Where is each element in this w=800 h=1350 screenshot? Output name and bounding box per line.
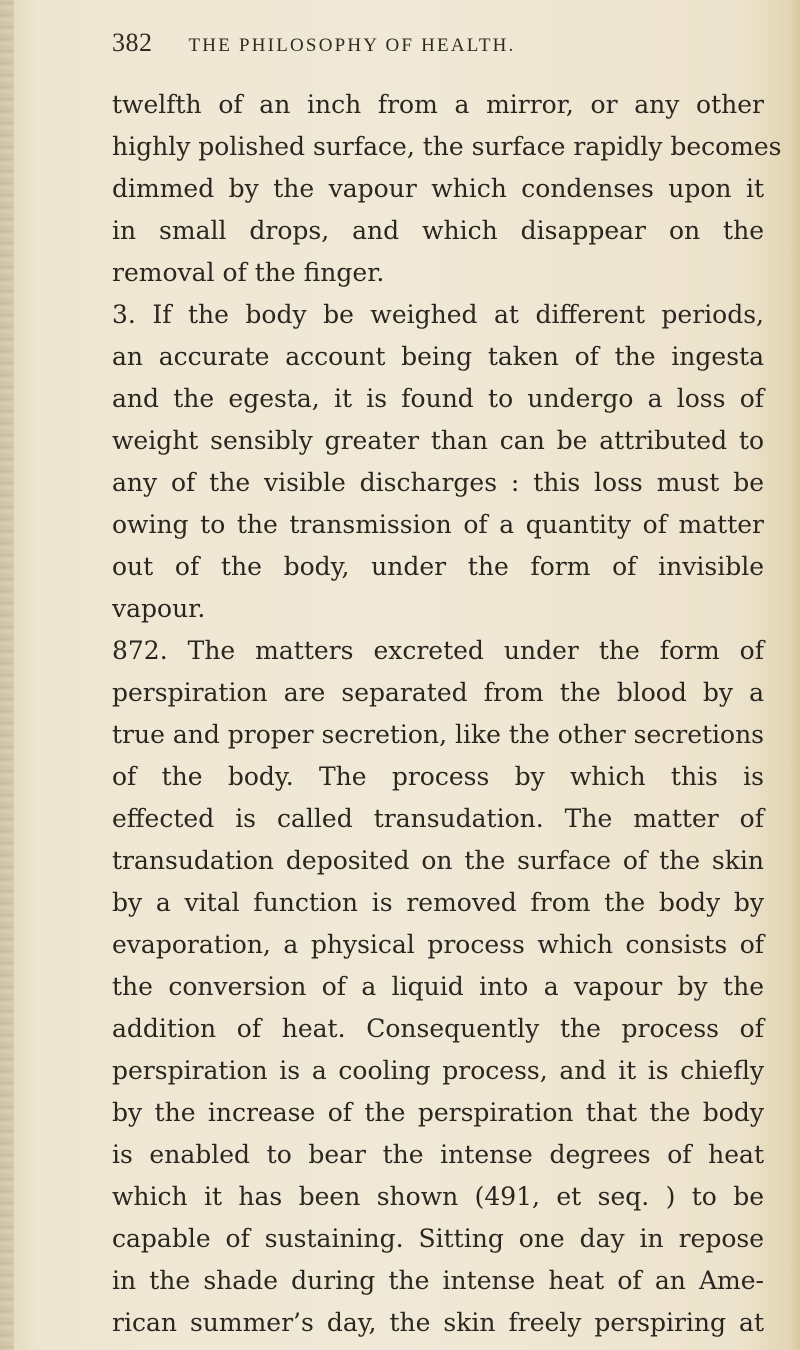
text-line: which it has been shown (491, et seq. ) to be	[112, 1182, 764, 1211]
text-line: rican summer’s day, the skin freely perspiring at	[112, 1308, 764, 1337]
text-line: 872. The matters excreted under the form of	[112, 636, 764, 665]
text-line: in small drops, and which disappear on the	[112, 216, 764, 245]
text-line: vapour.	[112, 594, 206, 623]
text-line: by the increase of the perspiration that the body	[112, 1098, 764, 1127]
text-line: effected is called transudation. The matter of	[112, 804, 764, 833]
text-line: dimmed by the vapour which condenses upon it	[112, 174, 764, 203]
text-line: is enabled to bear the intense degrees of heat	[112, 1140, 764, 1169]
text-line: addition of heat. Consequently the process of	[112, 1014, 764, 1043]
text-line: perspiration is a cooling process, and it is chiefly	[112, 1056, 764, 1085]
text-line: 3. If the body be weighed at different periods,	[112, 300, 764, 329]
text-line: highly polished surface, the surface rapidly becomes	[112, 132, 782, 161]
text-line: owing to the transmission of a quantity of matter	[112, 510, 764, 539]
text-line: capable of sustaining. Sitting one day in repose	[112, 1224, 764, 1253]
text-line: twelfth of an inch from a mirror, or any other	[112, 90, 764, 119]
text-line: perspiration are separated from the blood by a	[112, 678, 764, 707]
text-line: true and proper secretion, like the other secretions	[112, 720, 765, 749]
body-text	[112, 84, 782, 1344]
page-header	[112, 28, 712, 68]
text-line: of the body. The process by which this is	[112, 762, 764, 791]
text-line: and the egesta, it is found to undergo a loss of	[112, 384, 764, 413]
text-line: by a vital function is removed from the body by	[112, 888, 764, 917]
text-line: removal of the finger.	[112, 258, 385, 287]
text-line: out of the body, under the form of invisible	[112, 552, 764, 581]
text-line: weight sensibly greater than can be attributed to	[112, 426, 764, 455]
text-line: in the shade during the intense heat of an Ame-	[112, 1266, 764, 1295]
text-line: an accurate account being taken of the ingesta	[112, 342, 764, 371]
text-line: transudation deposited on the surface of the skin	[112, 846, 764, 875]
page-gutter-edge	[0, 0, 14, 1350]
running-head: THE PHILOSOPHY OF HEALTH.	[188, 35, 516, 56]
text-line: evaporation, a physical process which consists of	[112, 930, 764, 959]
page-number: 382	[112, 28, 153, 57]
text-line: any of the visible discharges : this loss must be	[112, 468, 764, 497]
text-line: the conversion of a liquid into a vapour by the	[112, 972, 764, 1001]
